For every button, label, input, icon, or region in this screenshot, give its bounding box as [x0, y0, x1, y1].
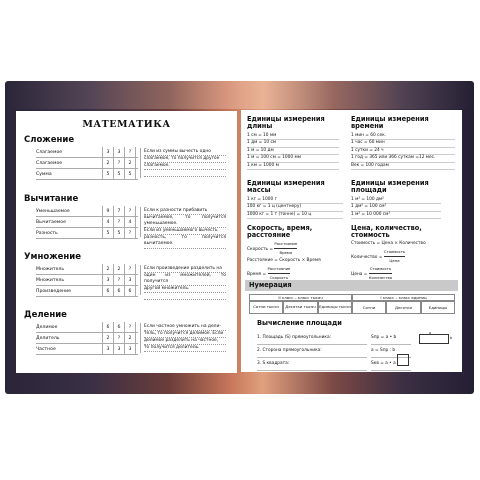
rule-line: другой множитель. [144, 286, 226, 293]
table-cell: 2 [128, 161, 132, 166]
rule-line: один из множителей, то получится [144, 273, 226, 286]
table-cell: 9 [106, 209, 110, 214]
speed-section-title: Скорость, время, расстояние [247, 224, 313, 240]
table-row [36, 147, 138, 158]
denominator: Скорость [269, 275, 289, 280]
table-cell: 5 [106, 172, 110, 177]
length-units-list [247, 133, 339, 170]
column-divider [135, 322, 136, 355]
list-item: 3. S квадрата: [257, 358, 367, 371]
list-item: 1 сутки = 24 ч [351, 148, 455, 155]
table-cell: 5 [128, 172, 132, 177]
row-divider [36, 354, 138, 355]
column-divider [135, 264, 136, 297]
table-row [36, 264, 138, 275]
area-calc-title: Вычисление площади [257, 319, 342, 327]
list-item: 1 год = 365 или 366 суткам =12 мес. [351, 155, 455, 162]
mass-units-title: Единицы измерения массы [247, 179, 325, 195]
table-cell: 3 [117, 347, 121, 352]
table-cell: 6 [128, 289, 132, 294]
list-item: 1 м = 10 дм [247, 148, 339, 155]
column-divider [124, 206, 125, 239]
rule-line: делимое разделить на частное, [144, 338, 226, 345]
table-row [36, 322, 138, 333]
column-divider [124, 322, 125, 355]
formula-distance: Расстояние = Скорость × Время [247, 258, 321, 263]
table-cell: 6 [117, 289, 121, 294]
column-divider [102, 147, 103, 180]
column-divider [102, 264, 103, 297]
table-cell: ? [117, 336, 121, 341]
list-item: 1 см = 10 мм [247, 133, 339, 140]
units-thousands-cell: Единицы тысяч [318, 301, 352, 314]
rule-bracket [140, 265, 141, 295]
list-item: a = Sпр : b [371, 345, 411, 358]
area-calc-labels [257, 332, 367, 371]
table-cell: 3 [128, 278, 132, 283]
formula-lhs: Количество = [351, 255, 383, 260]
time-units-title: Единицы измерения времени [351, 115, 429, 131]
table-row [36, 344, 138, 355]
row-label: Сумма [36, 172, 52, 177]
rule-bracket [140, 323, 141, 353]
denominator: Время [279, 250, 293, 255]
section-title: Вычитание [24, 194, 79, 204]
list-item: 1 м² = 100 дм² [351, 197, 441, 204]
denominator: Количество [368, 275, 393, 280]
column-divider [113, 322, 114, 355]
table-cell: 2 [106, 336, 110, 341]
list-item: 1 км = 1000 м [247, 163, 339, 170]
rule-line: Если из уменьшаемого вычесть [144, 228, 226, 235]
length-units-title: Единицы измерения длины [247, 115, 325, 131]
list-item: Sкв = a • a [371, 358, 411, 371]
page-title: МАТЕМАТИКА [82, 119, 171, 130]
table-cell: 5 [106, 231, 110, 236]
table-cell: 2 [128, 336, 132, 341]
formula-lhs: Скорость = [247, 247, 273, 252]
table-cell: ? [128, 209, 132, 214]
tens-thousands-cell: Десятки тысяч [283, 301, 318, 314]
section-title: Деление [24, 310, 67, 320]
section-title: Сложение [24, 135, 75, 145]
time-units-list [351, 133, 455, 170]
rule-line: вычитаемое, то получится уменьшаемое. [144, 215, 226, 228]
table-cell: 4 [128, 220, 132, 225]
table-row [36, 275, 138, 286]
row-label: Слагаемое [36, 161, 63, 166]
blank-line [144, 170, 226, 177]
table-cell: ? [128, 150, 132, 155]
list-item: Век = 100 годам [351, 163, 455, 170]
table-row [36, 217, 138, 228]
denominator: Цена [389, 258, 400, 263]
row-label: Частное [36, 347, 56, 352]
price-formulas [351, 240, 455, 282]
square-icon [397, 354, 409, 366]
rule-text [144, 149, 226, 177]
row-label: Делимое [36, 325, 58, 330]
column-divider [113, 206, 114, 239]
table-cell: 3 [106, 150, 110, 155]
numeration-table [249, 294, 455, 318]
row-label: Множитель [36, 278, 65, 283]
table-cell: ? [117, 278, 121, 283]
blank-line [144, 293, 226, 300]
units-cell: Единицы [421, 301, 455, 314]
table-row [36, 158, 138, 169]
table-cell: 2 [106, 161, 110, 166]
table-row [36, 169, 138, 180]
formula-speed [247, 240, 347, 257]
row-label: Произведение [36, 289, 71, 294]
table-cell: 2 [117, 267, 121, 272]
table-cell: ? [117, 220, 121, 225]
list-item: 1. Площадь (S) прямоугольника: [257, 332, 367, 345]
rule-line: Если к разности прибавить [144, 208, 226, 215]
row-label: Уменьшаемое [36, 209, 70, 214]
speed-formulas [247, 240, 347, 282]
numerator: Расстояние [268, 265, 291, 274]
price-section-title: Цена, количество, стоимость [351, 224, 422, 240]
table-cell: ? [128, 267, 132, 272]
list-item: 1 м = 100 см = 1000 мм [247, 155, 339, 162]
table-cell: 3 [117, 150, 121, 155]
column-divider [124, 264, 125, 297]
list-item: 1000 кг = 1 т (тонне) = 10 ц [247, 212, 343, 219]
rule-bracket [140, 148, 141, 178]
fraction [384, 248, 405, 265]
math-reference-page [16, 111, 237, 373]
row-label: Вычитаемое [36, 220, 66, 225]
row-divider [36, 296, 138, 297]
column-divider [113, 147, 114, 180]
table-cell: 4 [106, 220, 110, 225]
table-cell: ? [128, 231, 132, 236]
list-item: 1 час = 60 мин [351, 140, 455, 147]
row-divider [36, 179, 138, 180]
list-item: 2. Сторона прямоугольника: [257, 345, 367, 358]
table-cell: 5 [117, 172, 121, 177]
table-cell: 2 [106, 267, 110, 272]
table-row [36, 286, 138, 297]
rule-line: разность, то получится вычитаемое. [144, 235, 226, 248]
list-item: Sпр = a • b [371, 332, 411, 345]
rule-line: слагаемое, то получится другое [144, 156, 226, 163]
rule-bracket [140, 207, 141, 237]
class-units-header: I класс – класс единиц [352, 294, 455, 301]
list-item: 1 дм² = 100 см² [351, 204, 441, 211]
row-label: Слагаемое [36, 150, 63, 155]
row-label: Разность [36, 231, 58, 236]
table-cell: 3 [106, 278, 110, 283]
table-cell: 5 [117, 231, 121, 236]
column-divider [102, 322, 103, 355]
list-item: 1 кг = 1000 г [247, 197, 343, 204]
list-item: 1 м² = 10 000 см² [351, 212, 441, 219]
rule-line: Если из суммы вычесть одно [144, 149, 226, 156]
table-row [36, 333, 138, 344]
rule-line: Если произведение разделить на [144, 266, 226, 273]
area-units-title: Единицы измерения площади [351, 179, 429, 195]
table-cell: ? [128, 325, 132, 330]
table-cell: 3 [128, 347, 132, 352]
area-units-list [351, 197, 441, 219]
row-label: Делитель [36, 336, 60, 341]
table-cell: 6 [106, 289, 110, 294]
hundreds-cell: Сотни [352, 301, 386, 314]
section-title: Умножение [24, 252, 82, 262]
rule-line: то получится делитель. [144, 345, 226, 352]
column-divider [113, 264, 114, 297]
table-cell: 6 [117, 325, 121, 330]
rule-text [144, 208, 226, 249]
table-cell: 3 [106, 347, 110, 352]
column-divider [135, 206, 136, 239]
table-cell: 7 [117, 209, 121, 214]
rule-text [144, 324, 226, 352]
numerator: Стоимость [384, 248, 405, 257]
label-b: b [450, 336, 453, 340]
table-cell: 6 [106, 325, 110, 330]
row-divider [36, 238, 138, 239]
table-row [36, 206, 138, 217]
formula-cost: Стоимость = Цена × Количество [351, 241, 426, 246]
hundreds-thousands-cell: Сотни тысяч [249, 301, 283, 314]
fraction [274, 240, 297, 257]
class-thousands-header: II класс – класс тысяч [249, 294, 352, 301]
rule-line: слагаемое. [144, 163, 226, 170]
rule-line: тель, то получится делимое. Если [144, 331, 226, 338]
rule-line: Если частное умножить на дели- [144, 324, 226, 331]
numerator: Расстояние [274, 240, 297, 249]
table-cell: ? [117, 161, 121, 166]
column-divider [102, 206, 103, 239]
tens-cell: Десятки [386, 301, 421, 314]
numeration-title: Нумерация [249, 281, 292, 289]
formula-lhs: Время = [247, 272, 267, 277]
table-row [36, 228, 138, 239]
list-item: 1 мин = 60 сек. [351, 133, 455, 140]
row-label: Множитель [36, 267, 65, 272]
rule-text [144, 266, 226, 300]
list-item: 1 дм = 10 см [247, 140, 339, 147]
column-divider [135, 147, 136, 180]
formula-lhs: Цена = [351, 272, 368, 277]
units-reference-page [241, 110, 462, 372]
column-divider [124, 147, 125, 180]
list-item: 100 кг = 1 ц (центнеру) [247, 204, 343, 211]
label-a: a [429, 331, 432, 335]
mass-units-list [247, 197, 343, 219]
formula-quantity [351, 248, 455, 265]
rectangle-icon [419, 334, 449, 344]
numerator: Стоимость [369, 265, 392, 274]
